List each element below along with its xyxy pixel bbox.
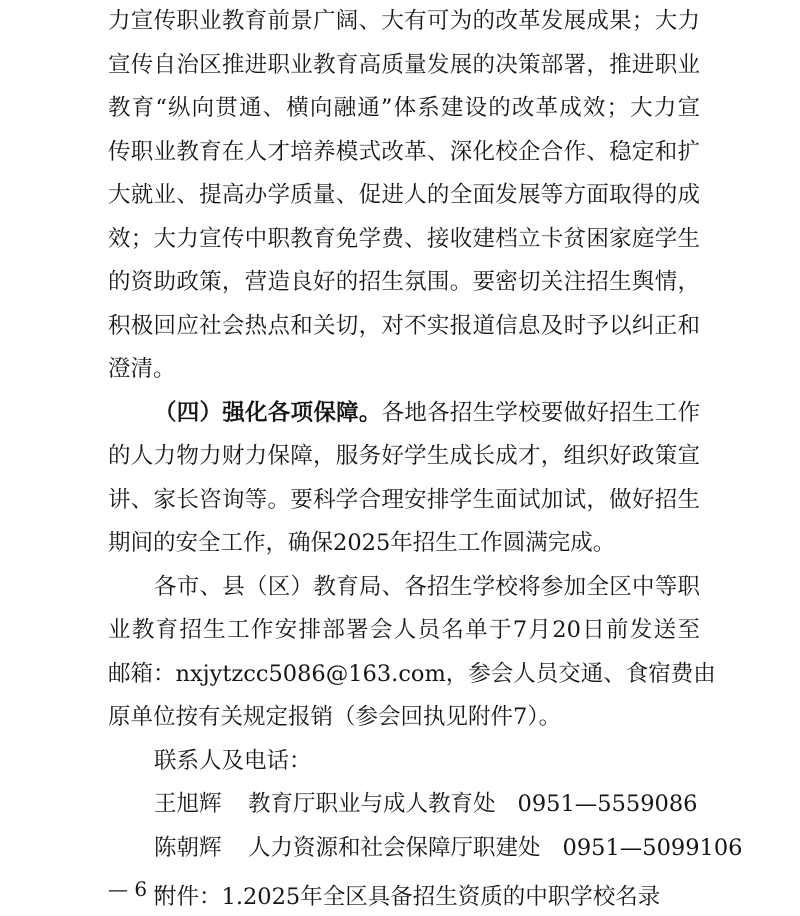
paragraph-line: 邮箱：nxjytzcc5086@163.com，参会人员交通、食宿费由 [108,660,716,687]
attachment-line: 附件：1.2025年全区具备招生资质的中职学校名录 [154,884,661,910]
contact-row [154,785,700,823]
paragraph-line: 原单位按有关规定报销（参会回执见附件7）。 [108,704,562,730]
contact-phone: 0951—5099106 [562,834,743,861]
paragraph-line: 各市、县（区）教育局、各招生学校将参加全区中等职 [154,573,700,600]
paragraph-line: 业教育招生工作安排部署会人员名单于7月20日前发送至 [108,617,700,643]
paragraph-line: 积极回应社会热点和关切，对不实报道信息及时予以纠正和 [108,312,700,339]
paragraph-line: 的资助政策，营造良好的招生氛围。要密切关注招生舆情， [108,269,700,295]
paragraph-line: 力宣传职业教育前景广阔、大有可为的改革发展成果；大力 [108,8,700,34]
paragraph-line: 的人力物力财力保障，服务好学生成长成才，组织好政策宣 [108,443,700,469]
paragraph-line: 澄清。 [108,356,176,382]
paragraph-line: 传职业教育在人才培养模式改革、深化校企合作、稳定和扩 [108,138,700,165]
paragraph-line: 宣传自治区推进职业教育高质量发展的决策部署，推进职业 [108,51,700,78]
contact-department: 人力资源和社会保障厅职建处 [248,834,541,861]
contact-phone: 0951—5559086 [517,791,698,817]
section-heading: （四）强化各项保障。 [154,399,382,426]
contact-name: 陈朝辉 [154,834,222,861]
contacts-label: 联系人及电话： [154,747,312,774]
contact-department: 教育厅职业与成人教育处 [248,791,496,817]
paragraph-line: 大就业、提高办学质量、促进人的全面发展等方面取得的成 [108,182,700,208]
paragraph-text: 各地各招生学校要做好招生工作 [381,399,700,426]
paragraph-line: 教育“纵向贯通、横向融通”体系建设的改革成效；大力宣 [108,95,700,121]
contact-row [154,829,743,867]
paragraph-line: 讲、家长咨询等。要科学合理安排学生面试加试，做好招生 [108,486,700,513]
paragraph-line: 效；大力宣传中职教育免学费、接收建档立卡贫困家庭学生 [108,225,700,252]
paragraph-line: 期间的安全工作，确保2025年招生工作圆满完成。 [108,530,616,556]
contact-name: 王旭辉 [154,791,222,817]
page-number: — 6 — [108,877,174,901]
paragraph-first-line [154,394,700,432]
